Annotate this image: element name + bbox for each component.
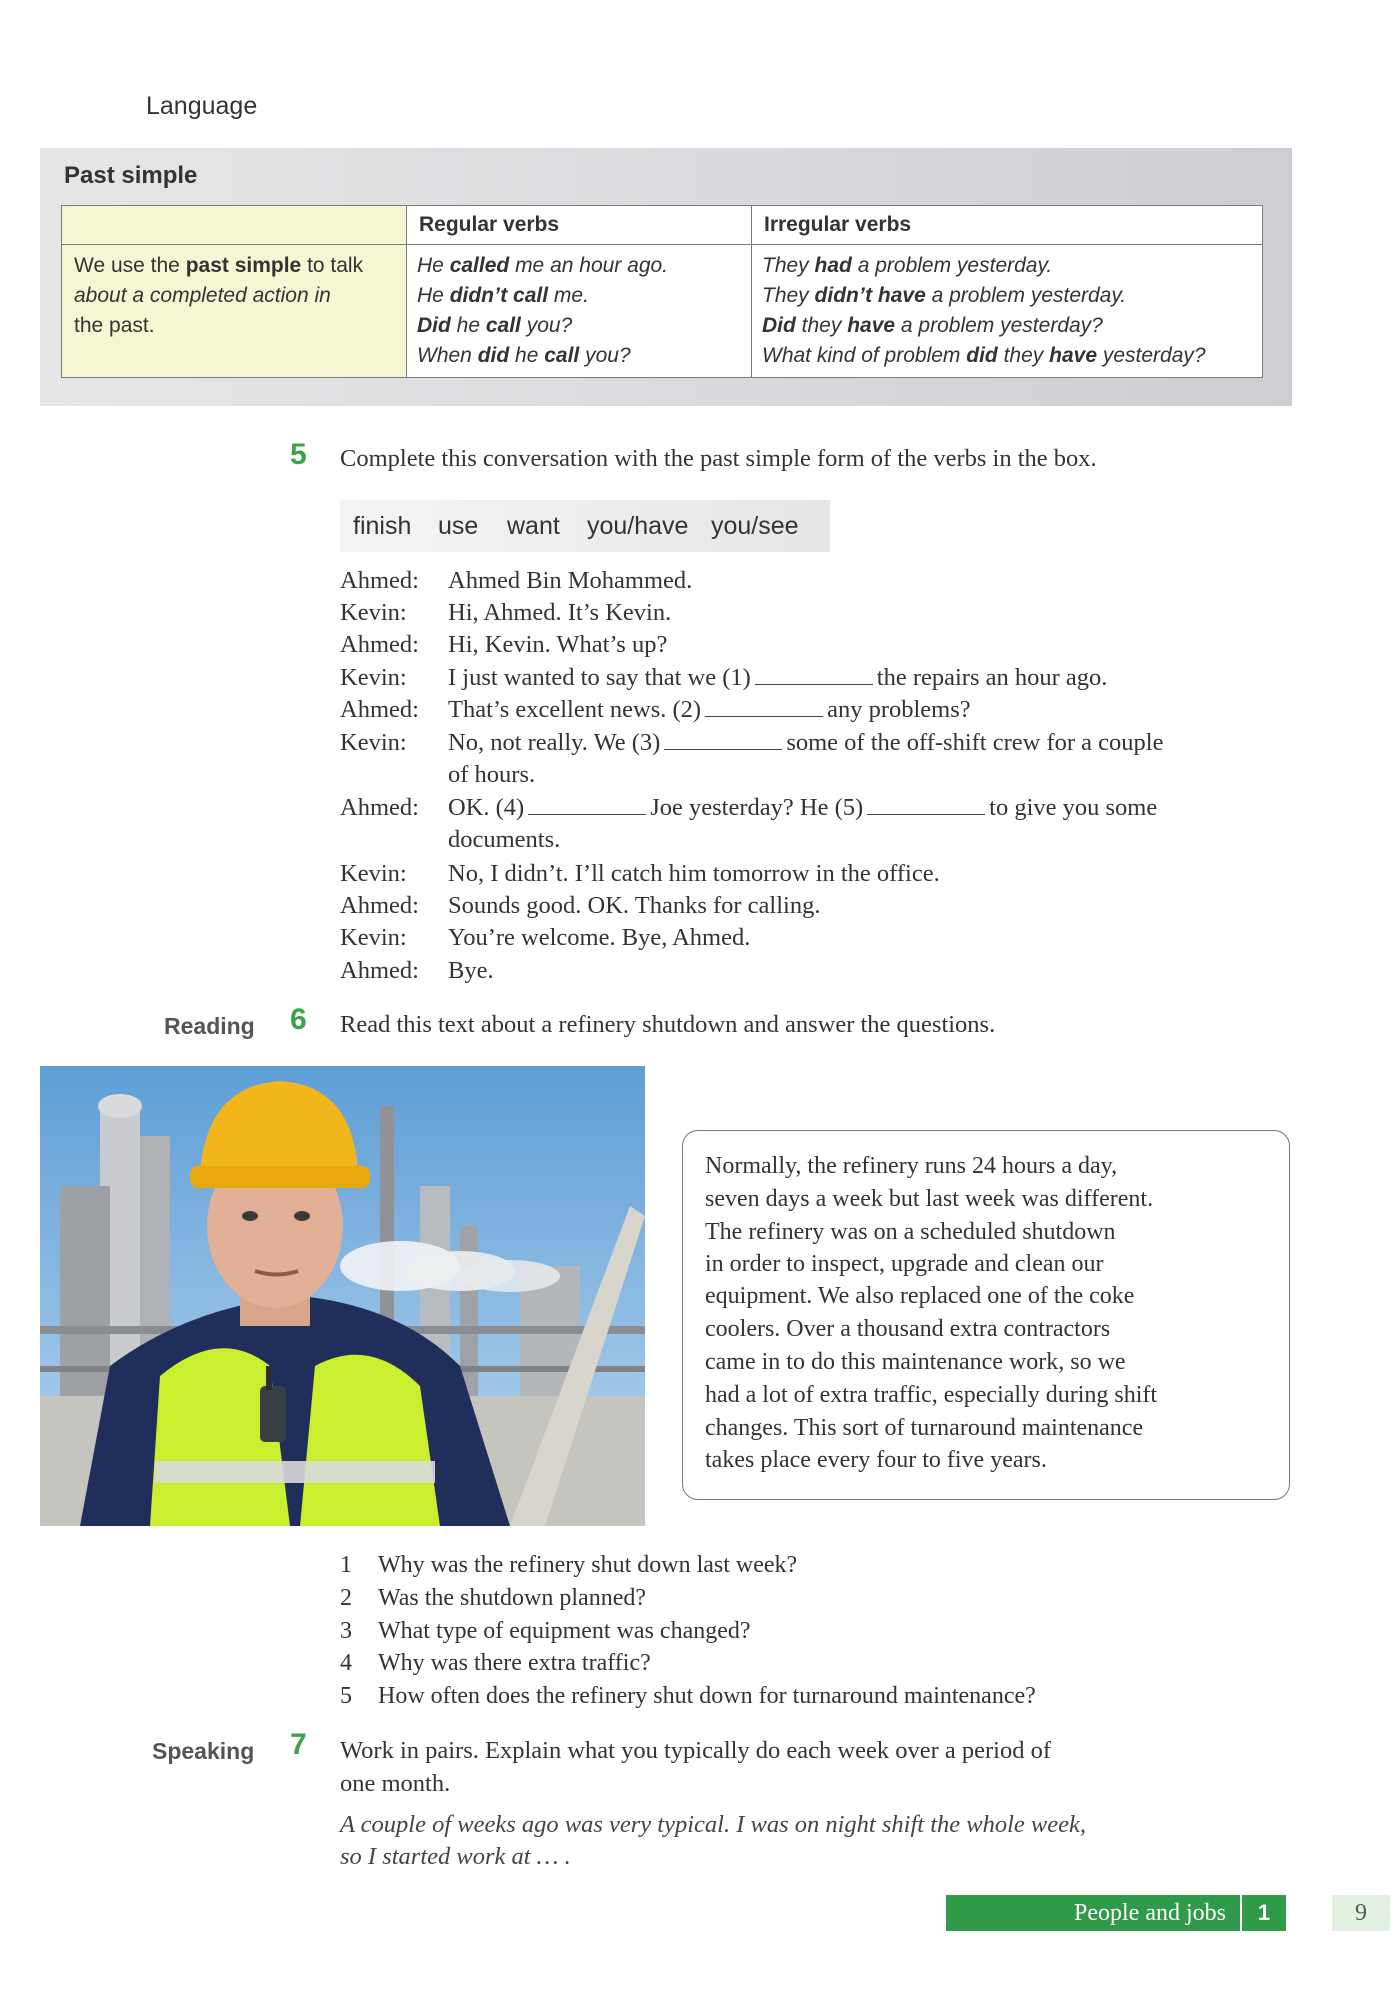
- regular-examples-cell: [407, 245, 752, 378]
- reading-text-line: Normally, the refinery runs 24 hours a day,: [705, 1153, 1118, 1179]
- reading-text-box: [682, 1130, 1290, 1500]
- exercise-6-instruction: Read this text about a refinery shutdown and answer the questions.: [340, 1011, 996, 1038]
- example-line: He didn’t call me.: [417, 284, 589, 307]
- exercise-6-number: 6: [290, 1003, 307, 1036]
- section-title: Language: [146, 92, 258, 120]
- verb-box: [340, 500, 830, 552]
- reading-text-line: in order to inspect, upgrade and clean our: [705, 1251, 1104, 1277]
- irregular-examples-cell: [752, 245, 1263, 378]
- grammar-box: [40, 148, 1292, 406]
- usage-cell: We use the past simple to talk about a completed action in the past.: [62, 245, 407, 378]
- header-empty-cell: [62, 206, 407, 245]
- unit-number: 1: [1240, 1895, 1286, 1931]
- reading-text-line: The refinery was on a scheduled shutdown: [705, 1219, 1116, 1245]
- example-line: They didn’t have a problem yesterday.: [762, 284, 1127, 307]
- worker-photo: [40, 1066, 645, 1526]
- reading-text-line: came in to do this maintenance work, so we: [705, 1349, 1126, 1375]
- unit-title: People and jobs: [1074, 1900, 1226, 1926]
- answer-blank-4[interactable]: [528, 796, 646, 815]
- answer-blank-5[interactable]: [867, 796, 985, 815]
- verb-item: want: [507, 512, 560, 540]
- example-line: They had a problem yesterday.: [762, 254, 1053, 277]
- answer-blank-3[interactable]: [664, 731, 782, 750]
- reading-text-line: had a lot of extra traffic, especially during shift: [705, 1382, 1158, 1408]
- reading-text-line: takes place every four to five years.: [705, 1447, 1047, 1473]
- example-line: Did he call you?: [417, 314, 573, 337]
- answer-blank-2[interactable]: [705, 698, 823, 717]
- reading-text-line: coolers. Over a thousand extra contractors: [705, 1316, 1111, 1342]
- reading-label: Reading: [164, 1013, 255, 1039]
- example-line: What kind of problem did they have yesterday?: [762, 344, 1206, 367]
- grammar-table: [61, 205, 1263, 378]
- example-line: Did they have a problem yesterday?: [762, 314, 1103, 337]
- verb-item: use: [438, 512, 479, 540]
- exercise-7-instruction: Work in pairs. Explain what you typically do each week over a period of: [340, 1737, 1052, 1764]
- reading-text-line: changes. This sort of turnaround maintenance: [705, 1415, 1144, 1441]
- reading-text-line: seven days a week but last week was different.: [705, 1186, 1154, 1212]
- example-text-line2: so I started work at … .: [340, 1843, 571, 1870]
- header-irregular: Irregular verbs: [752, 206, 1263, 245]
- speaking-label: Speaking: [152, 1738, 255, 1764]
- answer-blank-1[interactable]: [755, 666, 873, 685]
- example-text: A couple of weeks ago was very typical. I was on night shift the whole week,: [340, 1811, 1086, 1838]
- verb-item: you/see: [711, 512, 799, 540]
- exercise-7-number: 7: [290, 1728, 307, 1761]
- header-regular: Regular verbs: [407, 206, 752, 245]
- page-number: 9: [1332, 1895, 1390, 1931]
- exercise-7-instruction-line2: one month.: [340, 1770, 451, 1797]
- verb-item: you/have: [587, 512, 689, 540]
- reading-text-line: equipment. We also replaced one of the coke: [705, 1283, 1135, 1309]
- grammar-title: Past simple: [64, 162, 198, 189]
- exercise-5-number: 5: [290, 438, 307, 471]
- example-line: He called me an hour ago.: [417, 254, 669, 277]
- example-line: When did he call you?: [417, 344, 631, 367]
- unit-tag: [946, 1895, 1286, 1931]
- verb-item: finish: [353, 512, 412, 540]
- exercise-5-instruction: Complete this conversation with the past simple form of the verbs in the box.: [340, 445, 1097, 472]
